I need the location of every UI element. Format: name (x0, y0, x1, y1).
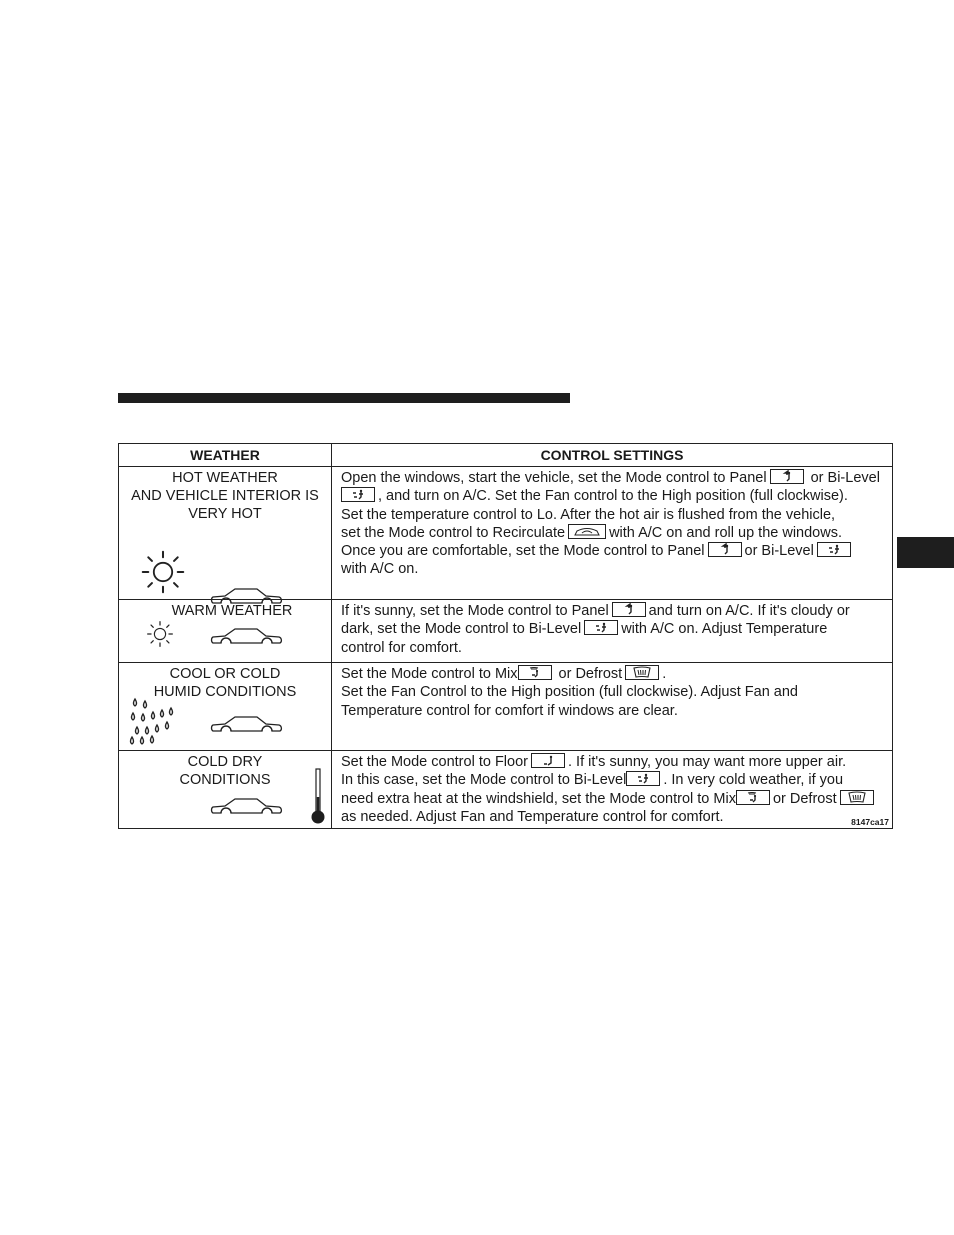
control-text: as needed. Adjust Fan and Temperature control for comfort. (341, 808, 724, 825)
bilevel-mode-icon (626, 771, 660, 786)
table-row (119, 600, 893, 663)
defrost-icon (840, 790, 874, 805)
control-text: need extra heat at the windshield, set the Mode control to Mix (341, 790, 736, 807)
bilevel-mode-icon (584, 620, 618, 635)
control-text: Set the Fan Control to the High position (full clockwise). Adjust Fan and (341, 684, 798, 701)
section-divider-bar (118, 393, 570, 403)
table-row (119, 663, 893, 751)
figure-code: 8147ca17 (851, 817, 889, 827)
thermometer-icon (310, 767, 326, 825)
sun-icon (145, 620, 175, 648)
weather-cell-warm (119, 600, 332, 663)
control-text: with A/C on. Adjust Temperature (621, 621, 828, 638)
weather-label: HOT WEATHER (172, 470, 278, 486)
panel-mode-icon (708, 542, 742, 557)
control-text: . In very cold weather, if you (663, 772, 844, 789)
control-text: Open the windows, start the vehicle, set the Mode control to Panel (341, 470, 767, 486)
control-text: , and turn on A/C. Set the Fan control to the High position (full clockwise). (378, 488, 848, 505)
bilevel-mode-icon (817, 542, 851, 557)
car-icon (209, 715, 283, 737)
weather-label: HUMID CONDITIONS (153, 684, 297, 700)
weather-label: CONDITIONS (179, 772, 271, 788)
bilevel-mode-icon (341, 487, 375, 502)
control-cell-humid (332, 663, 893, 751)
control-text: and turn on A/C. If it's cloudy or (648, 603, 850, 619)
weather-cell-hot (119, 467, 332, 600)
panel-mode-icon (770, 469, 804, 484)
table-row (119, 751, 893, 829)
weather-header: WEATHER (119, 444, 332, 467)
control-text: . (662, 666, 667, 682)
control-text: Temperature control for comfort if windows are clear. (341, 702, 678, 719)
raindrops-icon (129, 697, 179, 745)
control-text: . If it's sunny, you may want more upper air. (568, 754, 847, 770)
climate-settings-table (118, 443, 893, 829)
mix-mode-icon (736, 790, 770, 805)
weather-cell-cold-dry (119, 751, 332, 829)
weather-label: VERY HOT (188, 506, 262, 522)
control-text: If it's sunny, set the Mode control to Panel (341, 603, 609, 619)
recirculate-icon (568, 524, 606, 539)
control-text: or Defrost (772, 790, 837, 807)
control-text: In this case, set the Mode control to Bi-Level (341, 772, 627, 789)
table-row (119, 467, 893, 600)
car-icon (209, 797, 283, 819)
floor-mode-icon (531, 753, 565, 768)
mix-mode-icon (518, 665, 552, 680)
weather-cell-humid (119, 663, 332, 751)
control-text: Set the temperature control to Lo. After the hot air is flushed from the vehicle, (341, 506, 836, 523)
control-text: set the Mode control to Recirculate (341, 524, 566, 541)
sun-icon (138, 549, 188, 595)
control-text: Set the Mode control to Mix (341, 666, 518, 682)
chapter-tab (897, 537, 954, 568)
weather-label: COLD DRY (187, 754, 263, 770)
control-text: or Bi-Level (744, 543, 814, 560)
control-cell-warm (332, 600, 893, 663)
weather-label: WARM WEATHER (171, 603, 293, 619)
control-text: or Bi-Level (810, 470, 880, 486)
defrost-icon (625, 665, 659, 680)
control-cell-cold-dry (332, 751, 893, 829)
header-row (119, 444, 893, 467)
weather-label: COOL OR COLD (169, 666, 281, 682)
control-text: Once you are comfortable, set the Mode control to Panel (341, 543, 705, 560)
panel-mode-icon (612, 602, 646, 617)
control-text: with A/C on and roll up the windows. (609, 524, 842, 541)
control-text: or Defrost (558, 666, 623, 682)
control-cell-hot (332, 467, 893, 600)
control-text: Set the Mode control to Floor (341, 754, 528, 770)
weather-label: AND VEHICLE INTERIOR IS (131, 488, 319, 504)
control-text: control for comfort. (341, 639, 462, 656)
control-text: with A/C on. (341, 561, 419, 578)
control-header: CONTROL SETTINGS (332, 444, 893, 467)
car-icon (209, 627, 283, 649)
control-text: dark, set the Mode control to Bi-Level (341, 621, 582, 638)
